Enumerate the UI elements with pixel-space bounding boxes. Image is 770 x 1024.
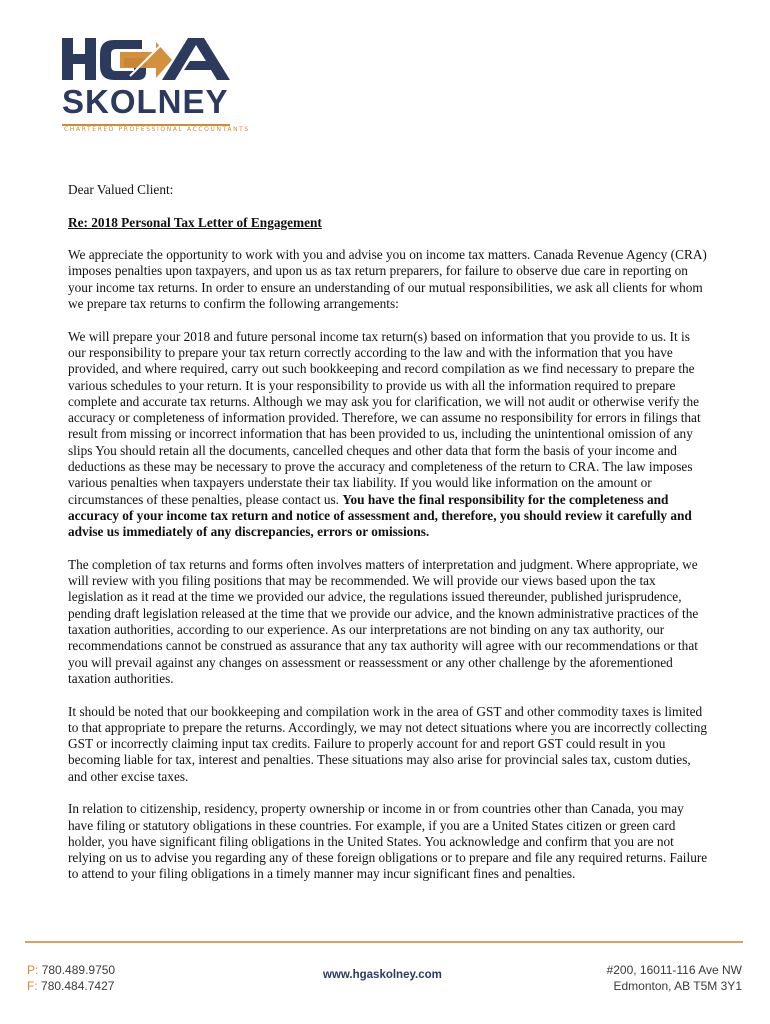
subject-line: Re: 2018 Personal Tax Letter of Engagement: [68, 214, 322, 230]
footer-contact: [27, 962, 115, 994]
paragraph-gst: It should be noted that our bookkeeping and compilation work in the area of GST and other commodity taxes is limited to that appropriate to prepare the returns. Accordingly, we may not detect situations where you are incorrectly collecting GST or incorrectly claiming input tax credits. Failure to properly account for and report GST could result in you becoming liable for tax, interest and penalties. These situations may also arise for provincial sales tax, custom duties, and other excise taxes.: [68, 703, 708, 784]
phone-number: 780.489.9750: [41, 963, 116, 977]
footer-divider: [25, 941, 743, 943]
paragraph-interpretation: The completion of tax returns and forms often involves matters of interpretation and judgment. Where appropriate, we will review with you filing positions that may be recommended. We will provide our views based upon the tax legislation as it read at the time we provided our advice, the regulations issued thereunder, published jurisprudence, pending draft legislation released at the time that we provide our advice, and the known administrative practices of the taxation authorities, according to our experience. As our interpretations are not binding on any tax authority, our recommendations cannot be construed as assurance that any tax authority will agree with our recommendations or that you will prevail against any changes on assessment or reassessment or any other challenge by the aforementioned taxation authorities.: [68, 556, 699, 686]
logo-tagline: CHARTERED PROFESSIONAL ACCOUNTANTS: [64, 126, 250, 133]
paragraph-responsibilities-text: We will prepare your 2018 and future personal income tax return(s) based on information that you provide to us. It is our responsibility to prepare your tax return correctly according to the law and with the information that you have provided, and where required, carry out such bookkeeping and record compilation as we find necessary to prepare the various schedules to your return. It is your responsibility to provide us with all the information required to prepare complete and accurate tax returns. Although we may ask you for clarification, we will not audit or otherwise verify the accuracy or completeness of information provided. Therefore, we can assume no responsibility for errors in filings that result from missing or incorrect information that has been provided to us, including the unintentional omission of any slips You should retain all the documents, cancelled cheques and other data that form the basis of your income and deductions as these may be necessary to prove the accuracy and completeness of the return to CRA. The law imposes various penalties when taxpayers understate their tax liability. If you would like information on the amount or circumstances of these penalties, please contact us.: [68, 328, 701, 507]
logo-wordmark: SKOLNEY: [62, 83, 229, 120]
fax-number: 780.484.7427: [41, 979, 115, 993]
address-line-2: Edmonton, AB T5M 3Y1: [613, 979, 742, 993]
paragraph-intro: We appreciate the opportunity to work with you and advise you on income tax matters. Canada Revenue Agency (CRA) imposes penalties upon taxpayers, and upon us as tax return preparers, for failure to observe due care in reporting on your income tax returns. In order to ensure an understanding of our mutual responsibilities, we ask all clients for whom we prepare tax returns to confirm the following arrangements:: [68, 247, 707, 312]
letter-body: [68, 182, 708, 899]
fax-label: F:: [27, 979, 38, 993]
paragraph-foreign-obligations: In relation to citizenship, residency, property ownership or income in or from countries other than Canada, you may have filing or statutory obligations in these countries. For example, if you are a United States citizen or green card holder, you have significant filing obligations in the United States. You acknowledge and confirm that you are not relying on us to advise you regarding any of these foreign obligations or to prepare and file any required returns. Failure to attend to your filing obligations in a timely manner may incur significant fines and penalties.: [68, 801, 708, 882]
address-line-1: #200, 16011-116 Ave NW: [606, 963, 742, 977]
hga-logo-icon: [60, 36, 240, 84]
footer-phone: [27, 962, 115, 978]
client-responsibility-notice: You have the final responsibility for the completeness and accuracy of your income tax return and notice of assessment and, therefore, you should review it carefully and advise us immediately of any discrepancies, errors or omissions.: [68, 491, 692, 540]
company-logo: [60, 36, 250, 133]
paragraph-responsibilities: [68, 329, 708, 541]
footer-fax: [27, 978, 115, 994]
website-link[interactable]: www.hgaskolney.com: [323, 969, 442, 981]
salutation: Dear Valued Client:: [68, 182, 174, 197]
footer-address: [607, 962, 742, 994]
phone-label: P:: [27, 963, 39, 977]
